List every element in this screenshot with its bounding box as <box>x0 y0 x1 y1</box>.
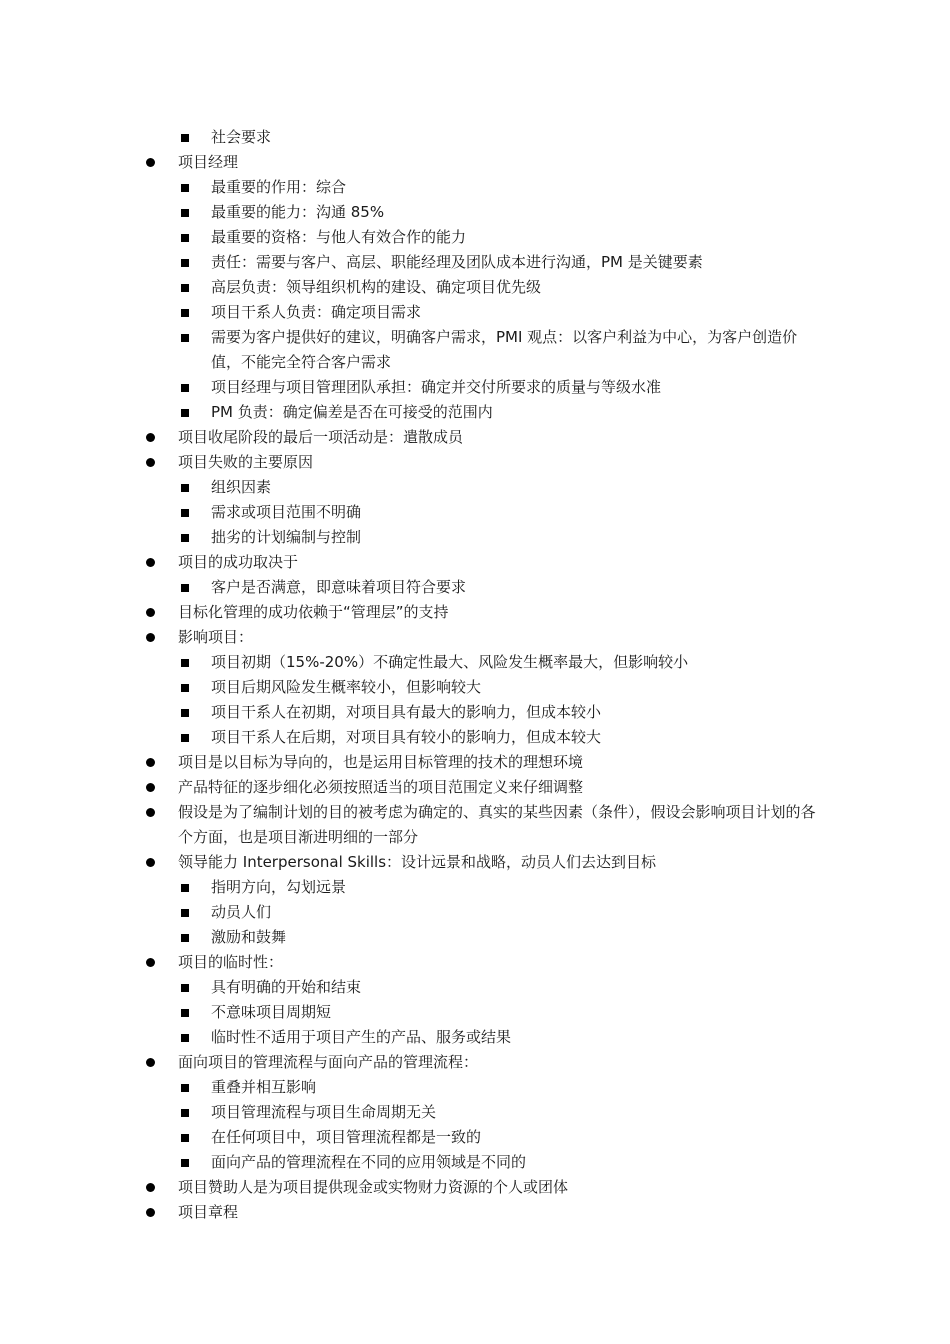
square-bullet-icon <box>178 325 192 350</box>
sub-list-item <box>0 500 809 525</box>
list-item-text: 项目的临时性： <box>178 953 284 971</box>
list-item-text: 激励和鼓舞 <box>211 928 287 946</box>
list-item-text: 项目后期风险发生概率较小，但影响较大 <box>211 678 482 696</box>
square-bullet-icon <box>178 300 192 325</box>
list-item <box>0 450 818 475</box>
square-bullet-icon <box>178 1000 192 1025</box>
round-bullet-icon <box>143 1175 157 1200</box>
list-item-text: 指明方向，勾划远景 <box>211 878 347 896</box>
list-item-text: 客户是否满意，即意味着项目符合要求 <box>211 578 467 596</box>
sub-list-item <box>0 1125 809 1150</box>
sub-list-item <box>0 375 809 400</box>
square-bullet-icon <box>178 375 192 400</box>
list-item <box>0 550 818 575</box>
square-bullet-icon <box>178 200 192 225</box>
square-bullet-icon <box>178 900 192 925</box>
round-bullet-icon <box>143 750 157 775</box>
list-item-text: 面向项目的管理流程与面向产品的管理流程： <box>178 1053 479 1071</box>
sub-list-item <box>0 1025 809 1050</box>
round-bullet-icon <box>143 150 157 175</box>
square-bullet-icon <box>178 400 192 425</box>
list-item <box>0 950 818 975</box>
list-item <box>0 150 818 175</box>
list-item-text: 项目收尾阶段的最后一项活动是：遣散成员 <box>178 428 464 446</box>
list-item-text: 高层负责：领导组织机构的建设、确定项目优先级 <box>211 278 542 296</box>
sub-list-item <box>0 1150 809 1175</box>
list-item-text: 具有明确的开始和结束 <box>211 978 362 996</box>
sub-list-item <box>0 400 809 425</box>
list-item-text: 在任何项目中，项目管理流程都是一致的 <box>211 1128 482 1146</box>
round-bullet-icon <box>143 1200 157 1225</box>
round-bullet-icon <box>143 600 157 625</box>
square-bullet-icon <box>178 925 192 950</box>
square-bullet-icon <box>178 525 192 550</box>
sub-list-item <box>0 925 809 950</box>
square-bullet-icon <box>178 125 192 150</box>
list-item-text: 需要为客户提供好的建议，明确客户需求，PMI 观点：以客户利益为中心，为客户创造价值，不能完全符合客户需求 <box>211 328 798 371</box>
list-item <box>0 1175 818 1200</box>
sub-list-item <box>0 700 809 725</box>
list-item <box>0 800 818 850</box>
list-item <box>0 625 818 650</box>
list-item-text: 最重要的作用：综合 <box>211 178 347 196</box>
list-item-text: PM 负责：确定偏差是否在可接受的范围内 <box>211 403 493 421</box>
square-bullet-icon <box>178 1125 192 1150</box>
square-bullet-icon <box>178 475 192 500</box>
sub-list-item <box>0 650 809 675</box>
list-item-text: 面向产品的管理流程在不同的应用领域是不同的 <box>211 1153 527 1171</box>
square-bullet-icon <box>178 225 192 250</box>
square-bullet-icon <box>178 1025 192 1050</box>
list-item-text: 动员人们 <box>211 903 272 921</box>
list-item-text: 组织因素 <box>211 478 272 496</box>
list-item-text: 责任：需要与客户、高层、职能经理及团队成本进行沟通，PM 是关键要素 <box>211 253 703 271</box>
square-bullet-icon <box>178 275 192 300</box>
list-item-text: 社会要求 <box>211 128 272 146</box>
list-item-text: 项目干系人在初期，对项目具有最大的影响力，但成本较小 <box>211 703 602 721</box>
sub-list-item <box>0 1100 809 1125</box>
list-item-text: 项目章程 <box>178 1203 239 1221</box>
list-item-text: 项目经理 <box>178 153 239 171</box>
list-item-text: 需求或项目范围不明确 <box>211 503 362 521</box>
sub-list-item <box>0 1000 809 1025</box>
list-item-text: 项目是以目标为导向的，也是运用目标管理的技术的理想环境 <box>178 753 584 771</box>
list-item-text: 领导能力 Interpersonal Skills：设计远景和战略，动员人们去达到目标 <box>178 853 657 871</box>
sub-list-item <box>0 525 809 550</box>
sub-list-item <box>0 200 809 225</box>
list-item-text: 项目的成功取决于 <box>178 553 299 571</box>
sub-list-item <box>0 250 809 275</box>
list-item-text: 项目初期（15%-20%）不确定性最大、风险发生概率最大，但影响较小 <box>211 653 689 671</box>
sub-list-item <box>0 125 809 150</box>
square-bullet-icon <box>178 575 192 600</box>
sub-list-item <box>0 175 809 200</box>
square-bullet-icon <box>178 1075 192 1100</box>
list-item <box>0 850 818 875</box>
round-bullet-icon <box>143 950 157 975</box>
sub-list-item <box>0 725 809 750</box>
outline-list <box>0 125 950 1225</box>
round-bullet-icon <box>143 775 157 800</box>
square-bullet-icon <box>178 650 192 675</box>
list-item-text: 项目管理流程与项目生命周期无关 <box>211 1103 437 1121</box>
square-bullet-icon <box>178 1150 192 1175</box>
sub-list-item <box>0 875 809 900</box>
list-item-text: 项目赞助人是为项目提供现金或实物财力资源的个人或团体 <box>178 1178 569 1196</box>
list-item-text: 影响项目： <box>178 628 254 646</box>
list-item-text: 临时性不适用于项目产生的产品、服务或结果 <box>211 1028 512 1046</box>
list-item-text: 项目失败的主要原因 <box>178 453 314 471</box>
sub-list-item <box>0 275 809 300</box>
square-bullet-icon <box>178 875 192 900</box>
square-bullet-icon <box>178 675 192 700</box>
sub-list-item <box>0 975 809 1000</box>
round-bullet-icon <box>143 550 157 575</box>
list-item-text: 拙劣的计划编制与控制 <box>211 528 362 546</box>
list-item <box>0 1050 818 1075</box>
list-item-text: 最重要的能力：沟通 85% <box>211 203 385 221</box>
list-item <box>0 750 818 775</box>
list-item-text: 项目经理与项目管理团队承担：确定并交付所要求的质量与等级水准 <box>211 378 662 396</box>
round-bullet-icon <box>143 800 157 825</box>
list-item-text: 项目干系人在后期，对项目具有较小的影响力，但成本较大 <box>211 728 602 746</box>
list-item <box>0 1200 818 1225</box>
list-item-text: 最重要的资格：与他人有效合作的能力 <box>211 228 467 246</box>
round-bullet-icon <box>143 625 157 650</box>
round-bullet-icon <box>143 1050 157 1075</box>
sub-list-item <box>0 575 809 600</box>
square-bullet-icon <box>178 500 192 525</box>
list-item-text: 产品特征的逐步细化必须按照适当的项目范围定义来仔细调整 <box>178 778 584 796</box>
list-item <box>0 425 818 450</box>
square-bullet-icon <box>178 1100 192 1125</box>
sub-list-item <box>0 325 809 375</box>
sub-list-item <box>0 475 809 500</box>
list-item <box>0 775 818 800</box>
round-bullet-icon <box>143 450 157 475</box>
list-item-text: 假设是为了编制计划的目的被考虑为确定的、真实的某些因素（条件），假设会影响项目计划的各个方面，也是项目渐进明细的一部分 <box>178 803 816 846</box>
square-bullet-icon <box>178 175 192 200</box>
list-item-text: 不意味项目周期短 <box>211 1003 332 1021</box>
round-bullet-icon <box>143 425 157 450</box>
list-item-text: 目标化管理的成功依赖于“管理层”的支持 <box>178 603 449 621</box>
sub-list-item <box>0 675 809 700</box>
square-bullet-icon <box>178 725 192 750</box>
square-bullet-icon <box>178 700 192 725</box>
sub-list-item <box>0 300 809 325</box>
sub-list-item <box>0 900 809 925</box>
list-item <box>0 600 818 625</box>
square-bullet-icon <box>178 975 192 1000</box>
round-bullet-icon <box>143 850 157 875</box>
square-bullet-icon <box>178 250 192 275</box>
list-item-text: 重叠并相互影响 <box>211 1078 317 1096</box>
sub-list-item <box>0 225 809 250</box>
list-item-text: 项目干系人负责：确定项目需求 <box>211 303 422 321</box>
sub-list-item <box>0 1075 809 1100</box>
